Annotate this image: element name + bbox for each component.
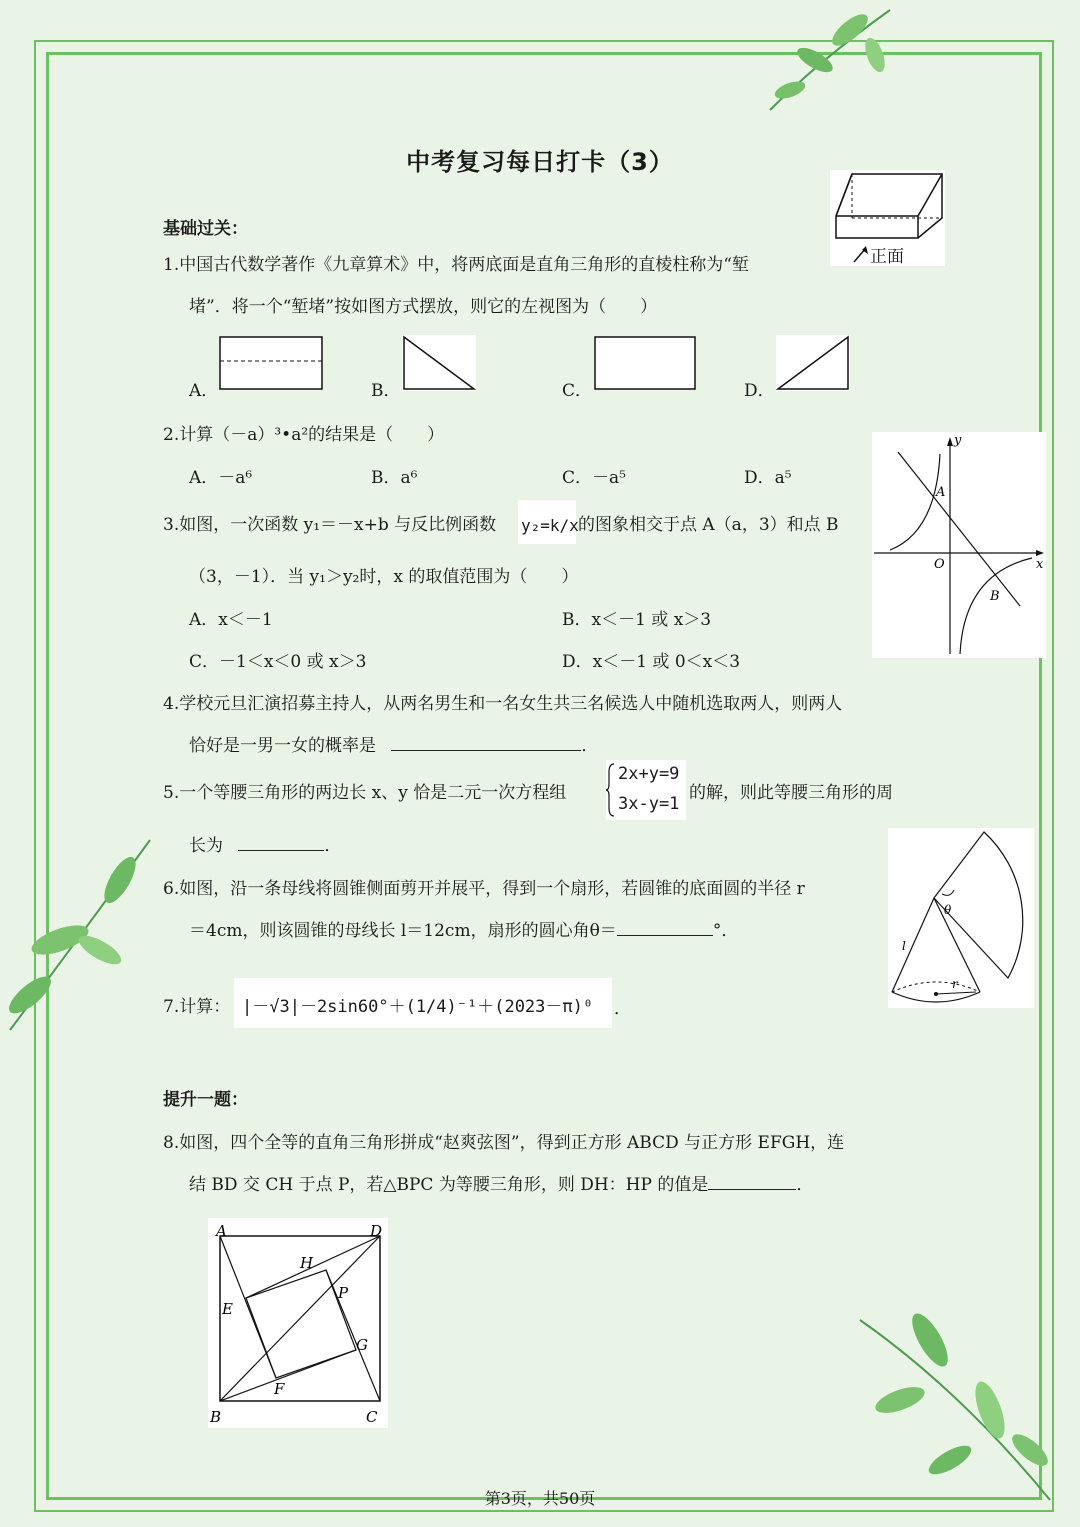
q3-option-b: B．x＜－1 或 x＞3 xyxy=(562,610,712,630)
q4-text-line1: 4.学校元旦汇演招募主持人，从两名男生和一名女生共三名候选人中随机选取两人，则两人 xyxy=(163,694,843,714)
q3-origin-label: O xyxy=(934,557,945,572)
q7-label: 7.计算： xyxy=(163,997,231,1017)
q1-prism-figure xyxy=(830,170,945,266)
q6-l-label: l xyxy=(902,939,906,953)
q8-line2-text: 结 BD 交 CH 于点 P，若△BPC 为等腰三角形，则 DH：HP 的值是 xyxy=(189,1175,709,1195)
q1-option-a-figure xyxy=(218,335,324,391)
q7-expression: |－√3|－2sin60°＋(1/4)⁻¹＋(2023－π)⁰ xyxy=(242,997,594,1017)
q5-text-line1a: 5.一个等腰三角形的两边长 x、y 恰是二元一次方程组 xyxy=(163,783,567,803)
q3-formula-box xyxy=(518,500,579,544)
q7-end: ． xyxy=(614,999,631,1019)
q6-text-line2 xyxy=(189,916,738,941)
q1-option-c-figure xyxy=(593,335,697,391)
q2-text: 2.计算（－a）³•a²的结果是（ ） xyxy=(163,425,445,445)
q3-text-line2: （3，－1）．当 y₁＞y₂时，x 的取值范围为（ ） xyxy=(189,567,579,587)
q3-point-a-label: A xyxy=(936,485,946,500)
q5-equation-1: 2x+y=9 xyxy=(618,764,680,784)
q5-brace-icon xyxy=(606,762,616,818)
q4-line2-text: 恰好是一男一女的概率是 xyxy=(189,736,376,756)
q2-option-a: A．－a⁶ xyxy=(189,468,253,488)
hyperbola-line-graph xyxy=(872,432,1046,658)
q8-point-f: F xyxy=(274,1380,285,1398)
q6-text-line1: 6.如图，沿一条母线将圆锥侧面剪开并展平，得到一个扇形，若圆锥的底面圆的半径 r xyxy=(163,879,805,899)
q1-option-d: D． xyxy=(744,381,775,401)
q1-option-c: C． xyxy=(562,381,593,401)
q3-graph xyxy=(872,432,1046,658)
q3-y-axis-label: y xyxy=(954,433,962,448)
q5-answer-blank[interactable] xyxy=(238,832,324,851)
q4-end: ． xyxy=(581,736,599,756)
q3-x-axis-label: x xyxy=(1036,557,1044,572)
q7-expression-box xyxy=(234,978,612,1028)
q8-point-g: G xyxy=(356,1336,368,1354)
section-advance-heading: 提升一题： xyxy=(163,1090,248,1110)
page-title: 中考复习每日打卡（3） xyxy=(406,148,674,176)
q5-equation-2: 3x-y=1 xyxy=(618,794,680,814)
q1-text-line2: 堵”．将一个“堑堵”按如图方式摆放，则它的左视图为（ ） xyxy=(189,297,658,317)
q5-text-line1b: 的解，则此等腰三角形的周 xyxy=(689,783,893,803)
q3-text-line1b: 的图象相交于点 A（a，3）和点 B xyxy=(578,515,839,535)
q5-end: ． xyxy=(324,836,342,856)
q3-formula: y₂=k/x xyxy=(521,516,579,535)
q6-theta-label: θ xyxy=(944,903,952,917)
q5-text-line2 xyxy=(189,831,341,856)
q1-text-line1: 1.中国古代数学著作《九章算术》中，将两底面是直角三角形的直棱柱称为“堑 xyxy=(163,255,749,275)
q6-cone-figure xyxy=(888,828,1034,1008)
q8-point-b: B xyxy=(210,1408,222,1426)
q2-option-d: D．a⁵ xyxy=(744,468,792,488)
q3-option-a: A．x＜－1 xyxy=(189,610,273,630)
q8-point-p: P xyxy=(338,1284,349,1302)
q6-r-label: r xyxy=(952,977,958,991)
q8-answer-blank[interactable] xyxy=(708,1171,796,1190)
zhaoshuang-diagram xyxy=(208,1218,388,1428)
q2-option-b: B．a⁶ xyxy=(371,468,418,488)
q8-point-c: C xyxy=(366,1408,378,1426)
q1-option-d-figure xyxy=(776,335,850,391)
q5-system-box xyxy=(606,760,686,820)
q8-zhaoshuang-figure xyxy=(208,1218,388,1428)
page-footer: 第3页，共50页 xyxy=(484,1489,596,1508)
q1-option-b-figure xyxy=(402,335,476,391)
q8-text-line2 xyxy=(189,1170,813,1195)
q4-answer-blank[interactable] xyxy=(391,732,581,751)
q4-text-line2 xyxy=(189,731,598,756)
q8-point-h: H xyxy=(300,1254,314,1272)
q1-front-label: 正面 xyxy=(870,247,904,267)
leaf-decoration-left-icon xyxy=(0,820,160,1040)
cone-sector-drawing xyxy=(888,828,1034,1008)
q8-end: ． xyxy=(796,1175,814,1195)
q3-option-d: D．x＜－1 或 0＜x＜3 xyxy=(562,652,741,672)
section-basic-heading: 基础过关： xyxy=(163,219,248,239)
q8-point-d: D xyxy=(370,1222,383,1240)
q3-point-b-label: B xyxy=(990,589,1000,604)
q3-option-c: C．－1＜x＜0 或 x＞3 xyxy=(189,652,367,672)
q2-option-c: C．－a⁵ xyxy=(562,468,626,488)
q6-answer-blank[interactable] xyxy=(617,917,713,936)
q3-text-line1a: 3.如图，一次函数 y₁＝－x+b 与反比例函数 xyxy=(163,515,497,535)
leaf-decoration-bottom-right-icon xyxy=(840,1300,1060,1510)
q8-text-line1: 8.如图，四个全等的直角三角形拼成“赵爽弦图”，得到正方形 ABCD 与正方形 EFGH，连 xyxy=(163,1133,845,1153)
q6-line2-end: °． xyxy=(712,921,739,941)
q8-point-a: A xyxy=(216,1222,227,1240)
q8-point-e: E xyxy=(222,1300,233,1318)
q6-line2-text: ＝4cm，则该圆锥的母线长 l＝12cm，扇形的圆心角θ＝ xyxy=(189,921,617,941)
leaf-decoration-top-icon xyxy=(760,0,900,120)
q1-option-a: A． xyxy=(189,381,219,401)
q1-option-b: B． xyxy=(371,381,401,401)
q5-line2-text: 长为 xyxy=(189,836,223,856)
